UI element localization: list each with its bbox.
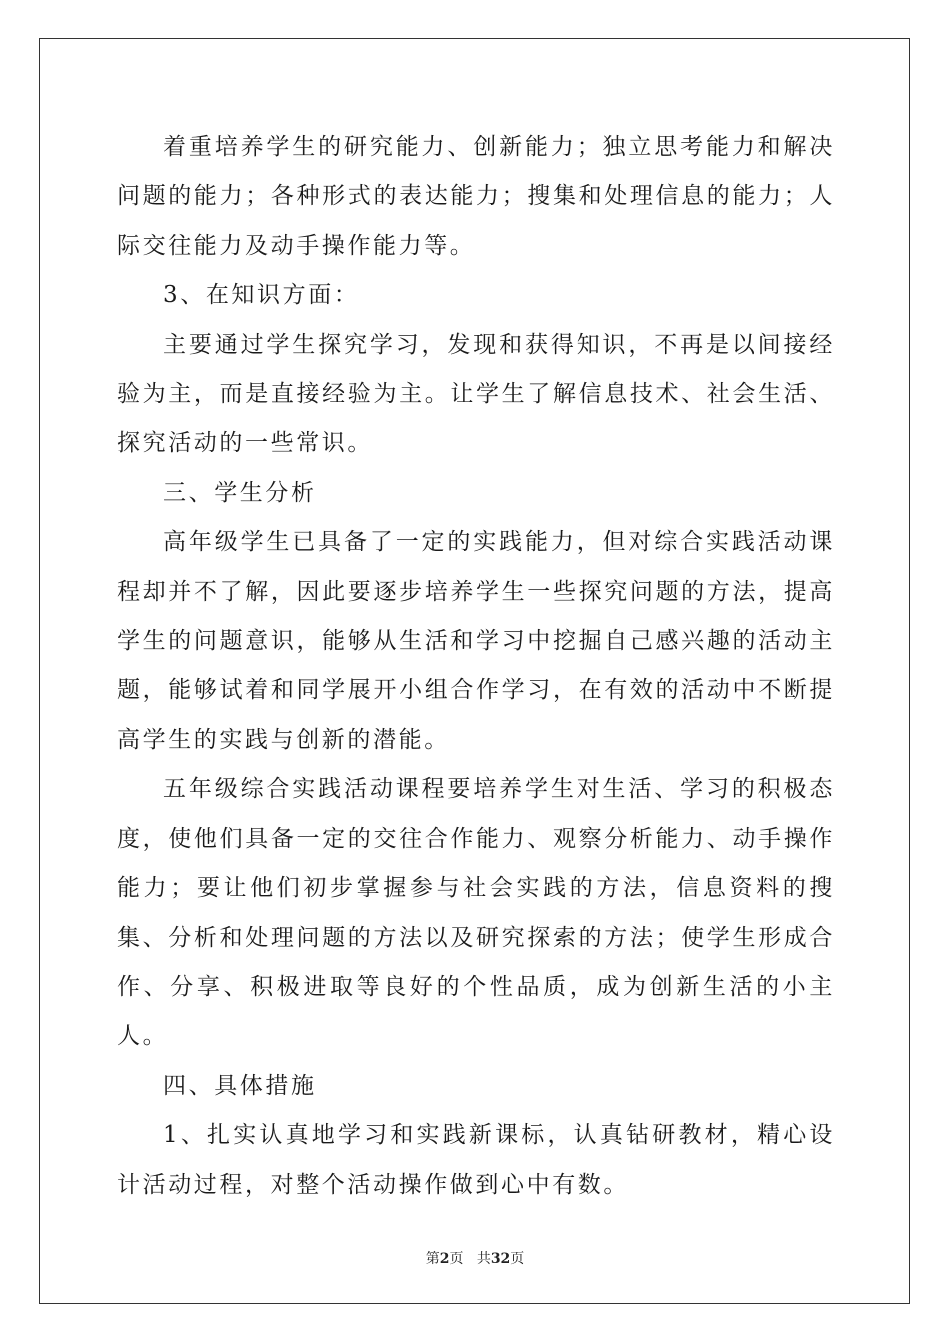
page-prefix: 第 [425,1251,440,1267]
paragraph-student-analysis: 高年级学生已具备了一定的实践能力，但对综合实践活动课程却并不了解，因此要逐步培养学生一些探究问题的方法，提高学生的问题意识，能够从生活和学习中挖掘自己感兴趣的活动主题，能够试着和同学展开小组合作学习，在有效的活动中不断提高学生的实践与创新的潜能。 [117,529,835,753]
page-footer [0,1248,950,1268]
heading-knowledge: 3、在知识方面： [163,282,360,309]
page-number: 2 [439,1251,450,1267]
total-unit: 页 [510,1251,525,1267]
document-body [117,123,835,1210]
paragraph-grade-five-goals: 五年级综合实践活动课程要培养学生对生活、学习的积极态度，使他们具备一定的交往合作能力、观察分析能力、动手操作能力；要让他们初步掌握参与社会实践的方法，信息资料的搜集、分析和处理问题的方法以及研究探索的方法；使学生形成合作、分享、积极进取等良好的个性品质，成为创新生活的小主人。 [117,776,835,1050]
paragraph-measure-one: 1、扎实认真地学习和实践新课标，认真钻研教材，精心设计活动过程，对整个活动操作做到心中有数。 [117,1122,835,1198]
paragraph-knowledge: 主要通过学生探究学习，发现和获得知识，不再是以间接经验为主，而是直接经验为主。让学生了解信息技术、社会生活、探究活动的一些常识。 [117,331,835,457]
heading-measures: 四、具体措施 [163,1072,317,1099]
total-prefix: 共 [476,1251,491,1267]
total-pages: 32 [490,1251,511,1267]
heading-student-analysis: 三、学生分析 [163,479,317,506]
page-unit: 页 [449,1251,464,1267]
paragraph-ability-goals: 着重培养学生的研究能力、创新能力；独立思考能力和解决问题的能力；各种形式的表达能力；搜集和处理信息的能力；人际交往能力及动手操作能力等。 [117,134,835,259]
